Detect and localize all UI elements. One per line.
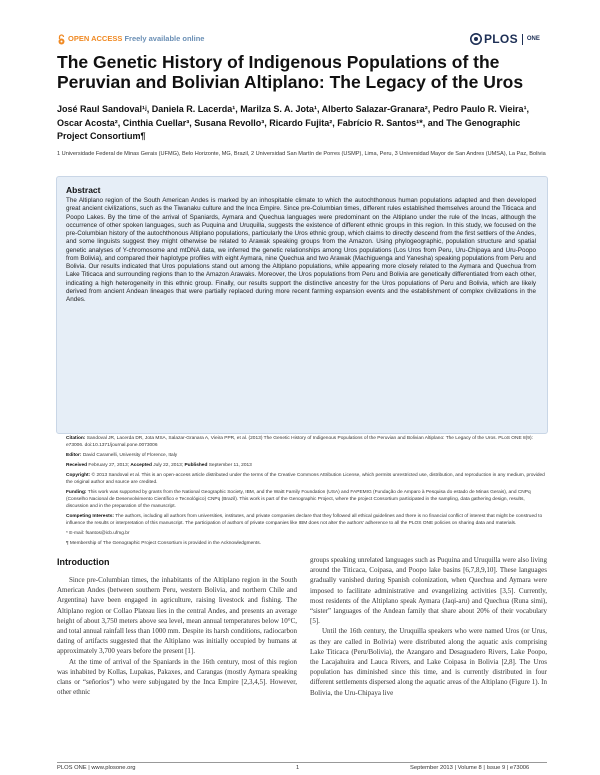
editor-text: David Caramelli, University of Florence, Italy	[82, 453, 178, 458]
open-access-label	[68, 34, 204, 43]
editor-label: Editor:	[66, 453, 82, 458]
copyright-line	[66, 473, 546, 487]
body-column-right	[310, 555, 547, 698]
funding-text: This work was supported by grants from the National Geographic Society, IBM, and the Waitt Family Foundation (USA) and FAPEMIG (Fundação de Amparo à Pesquisa do estado de Minas Gerais), and CNPq (Conselho Nacional de Desenvolvimento Científico e Tecnológico) CNPq (Brazil). This work is part of the Genographic Project, where the project Consortium participated in the sampling, data gathering design, results, discussion and in the preparation of the manuscript.	[66, 490, 531, 509]
affiliations: 1 Universidade Federal de Minas Gerais (UFMG), Belo Horizonte, MG, Brazil, 2 Universidad San Martín de Porres (USMP), Lima, Peru, 3 Universidad Mayor de San Andres (UMSA), La Paz, Bolivia	[57, 151, 546, 157]
paragraph: At the time of arrival of the Spaniards in the 16th century, most of this region was inhabited by Kollas, Lupakas, Pakaxes, and Carangas (mostly Aymara speaking clans or “señoríos”) who were subjugated by the Inca Empire [2,3,4,5]. However, other ethnic	[57, 657, 297, 697]
interests-label: Competing Interests:	[66, 514, 114, 520]
published-date: September 11, 2013	[208, 463, 252, 469]
funding-line	[66, 490, 546, 511]
introduction-heading: Introduction	[57, 557, 110, 567]
article-title: The Genetic History of Indigenous Populations of the Peruvian and Bolivian Altiplano: The Legacy of the Uros	[57, 52, 524, 92]
dates-line	[66, 463, 546, 470]
access-label: ACCESS	[91, 34, 123, 43]
plos-logo-icon	[470, 33, 482, 45]
paragraph: Until the 16th century, the Uruquilla speakers who were named Uros (or Urus, as they are called in Bolivia) were distributed along the aquatic axis comprising Lake Titicaca (Peru/Bolivia), the Azangaro and Desaguadero Rivers, Lake Poopo, the Lacajahuira and Lauca Rivers, and Lake Coipasa in Bolivia [2,8]. The Uros population has diminished since this time, and is currently distributed in four different settlements dispersed along the aquatic areas of the Altiplano (Figure 1). In Bolivia, the Uru-Chipaya live	[310, 627, 547, 697]
interests-line	[66, 514, 546, 528]
accepted-label: Accepted	[130, 463, 152, 469]
citation-label: Citation:	[66, 436, 86, 441]
paragraph: Since pre-Columbian times, the inhabitants of the Altiplano region in the South American Andes (between southern Peru, western Bolivia, and northern Chile and Argentina) have been engaged in agriculture, raising livestock and fishing. The Altiplano region or Collao Plateau lies in the central Andes, and presents an average height of about 3,750 meters above sea level, mean annual temperatures below 10°C, and total annual rainfall less than 1000 mm. Despite its harsh conditions, radiocarbon dating of artifacts suggested that the Altiplano was initially occupied by humans at approximately 3,700 years before the present [1].	[57, 576, 297, 656]
email-line: * E-mail: fsantos@icb.ufmg.br	[66, 531, 130, 537]
funding-label: Funding:	[66, 490, 87, 496]
citation-line	[66, 436, 546, 450]
footer-page-number: 1	[296, 765, 300, 771]
abstract-text: The Altiplano region of the South American Andes is marked by an inhospitable climate to which the autochthonous human populations adapted and then developed great ancient civilizations, such as the Tiwanaku culture and the Inca Empire. Since pre-Columbian times, different rules established themselves around the Titicaca and Poopo Lakes. By the time of the arrival of Spaniards, Aymara and Quechua languages were predominant on the Altiplano under the rule of the Incas, although the occurrence of other spoken languages, such as Puquina and Uruquilla, suggests the existence of different ethnic groups in this region. In this study, we focused on the pre-Columbian history of the autochthonous Altiplano populations, particularly the Uros ethnic group, which claims to directly descend from the first settlers of the Andes, and some linguists suggest they might otherwise be related to Arawak speaking groups from the Amazon. Using phylogeographic, population structure and spatial genetic analyses of Y-chromosome and mtDNA data, we inferred the genetic relationships among Uros populations (Los Uros from Peru, Uru-Chipaya and Uru-Poopo from Bolivia), and compared their haplotype profiles with eight Aymara, nine Quechua and two Arawak (Machiguenga and Yanesha) speaking populations from Peru and Bolivia. Our results indicated that Uros populations stand out among the Altiplano populations, while appearing more closely related to the Aymara and Quechua from Lake Titicaca and surrounding regions than to the Amazon Arawaks. Moreover, the Uros populations from Peru and Bolivia are genetically differentiated from each other, indicating a high heterogeneity in this ethnic group. Finally, our results support the distinctive ancestry for the Uros populations of Peru and Bolivia, which are likely derived from ancient Andean lineages that were partially replaced during more recent farming expansion events and the establishment of complex civilizations in the Andes.	[66, 197, 536, 303]
body-column-left	[57, 575, 297, 697]
footer-issue: September 2013 | Volume 8 | Issue 9 | e73006	[410, 765, 530, 771]
freely-available-label: Freely available online	[124, 34, 205, 43]
received-label: Received	[66, 463, 88, 469]
editor-line	[66, 453, 546, 460]
plos-one-logo	[470, 32, 540, 46]
article-metadata	[66, 436, 546, 551]
footer-divider	[57, 762, 547, 763]
copyright-label: Copyright:	[66, 473, 91, 479]
paragraph: groups speaking unrelated languages such as Puquina and Uruquilla were also living around the Titicaca, Coipasa, and Poopo lake basins [6,7,8,9,10]. These languages gradually vanished during Spanish colonization, when Quechua and Aymara were imposed to facilitate administrative and evangelizing activities [3,5]. Currently, most residents of the Altiplano speak Aymara (Jaqi-aru) and Quechua (Runa simi), “sister” languages of the Andean family that share about 20% of their vocabulary [5].	[310, 556, 547, 626]
accepted-date: July 22, 2013;	[153, 463, 184, 469]
open-access-lock-icon	[57, 34, 66, 45]
citation-text: Sandoval JR, Lacerda DR, Jota MSA, Salazar-Granara A, Vieira PPR, et al. (2013) The Genetic History of Indigenous Populations of the Peruvian and Bolivian Altiplano: The Legacy of the Uros. PLoS ONE 8(9): e73006. doi:10.1371/journal.pone.0073006	[66, 436, 533, 448]
open-label: OPEN	[68, 34, 90, 43]
membership-line: ¶ Membership of The Genographic Project Consortium is provided in the Acknowledgments.	[66, 541, 261, 547]
footer-journal: PLOS ONE | www.plosone.org	[57, 765, 136, 771]
plos-wordmark: PLOS	[484, 32, 518, 46]
received-date: February 27, 2013;	[88, 463, 129, 469]
abstract-heading: Abstract	[66, 185, 101, 195]
copyright-text: © 2013 Sandoval et al. This is an open-access article distributed under the terms of the Creative Commons Attribution License, which permits unrestricted use, distribution, and reproduction in any medium, provided the original author and source are credited.	[66, 473, 545, 486]
logo-divider	[522, 34, 523, 45]
plos-one-wordmark: ONE	[526, 36, 540, 42]
published-label: Published	[184, 463, 208, 469]
author-list: José Raul Sandoval¹ʲ, Daniela R. Lacerda¹, Marilza S. A. Jota¹, Alberto Salazar-Granara², Pedro Paulo R. Vieira¹, Oscar Acosta², Cinthia Cuellar³, Susana Revollo³, Ricardo Fujita², Fabrício R. Santos¹*, and The Genographic Project Consortium¶	[57, 104, 530, 141]
interests-text: The authors, including all authors from universities, institutes, and private companies declare that they followed all ethical guidelines and there is no financial conflict of interest that might be construed to influence the results or interpretation of this manuscript. The participation of authors of private companies like IBM does not alter the authors' adherence to all the PLOS ONE policies on sharing data and materials.	[66, 514, 543, 526]
